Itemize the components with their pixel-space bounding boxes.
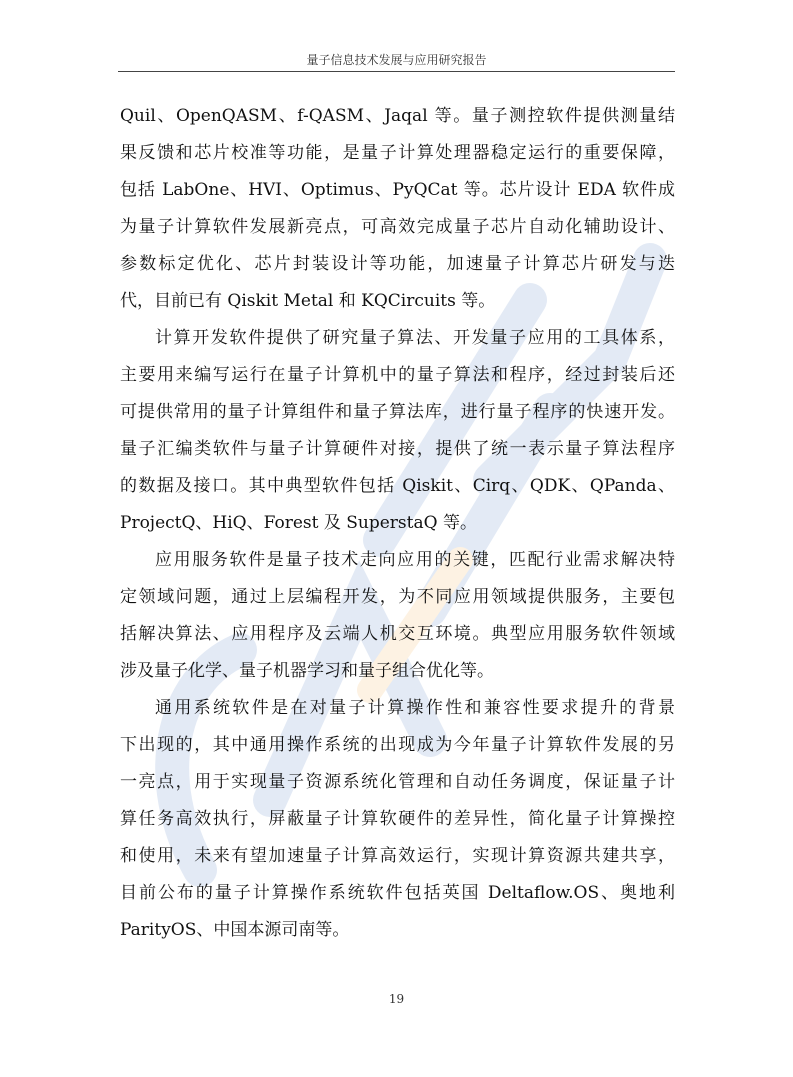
text-line: 涉及量子化学、量子机器学习和量子组合优化等。: [120, 661, 494, 681]
paragraph: [120, 542, 675, 690]
paragraph: [120, 98, 675, 320]
text-line: 和使用，未来有望加速量子计算高效运行，实现计算资源共建共享，: [120, 846, 675, 866]
text-line: ParityOS、中国本源司南等。: [120, 920, 350, 940]
text-line: 为量子计算软件发展新亮点，可高效完成量子芯片自动化辅助设计、: [120, 217, 675, 237]
header-title: 量子信息技术发展与应用研究报告: [306, 53, 487, 67]
text-line: 应用服务软件是量子技术走向应用的关键，匹配行业需求解决特: [155, 550, 675, 570]
text-line: 定领域问题，通过上层编程开发，为不同应用领域提供服务，主要包: [120, 587, 675, 607]
text-line: 果反馈和芯片校准等功能，是量子计算处理器稳定运行的重要保障，: [120, 143, 675, 163]
text-line: 一亮点，用于实现量子资源系统化管理和自动任务调度，保证量子计: [120, 772, 675, 792]
text-line: 可提供常用的量子计算组件和量子算法库，进行量子程序的快速开发。: [120, 402, 675, 422]
text-line: 目前公布的量子计算操作系统软件包括英国 Deltaflow.OS、奥地利: [120, 883, 675, 903]
text-line: 算任务高效执行，屏蔽量子计算软硬件的差异性，简化量子计算操控: [120, 809, 675, 829]
text-line: 计算开发软件提供了研究量子算法、开发量子应用的工具体系，: [155, 328, 675, 348]
text-line: 主要用来编写运行在量子计算机中的量子算法和程序，经过封装后还: [120, 365, 675, 385]
text-line: 括解决算法、应用程序及云端人机交互环境。典型应用服务软件领域: [120, 624, 675, 644]
paragraph: [120, 690, 675, 949]
header-rule: [118, 71, 675, 72]
text-line: 包括 LabOne、HVI、Optimus、PyQCat 等。芯片设计 EDA 软件成: [120, 180, 675, 200]
text-line: 参数标定优化、芯片封装设计等功能，加速量子计算芯片研发与迭: [120, 254, 675, 274]
text-line: 的数据及接口。其中典型软件包括 Qiskit、Cirq、QDK、QPanda、: [120, 476, 675, 496]
text-line: 下出现的，其中通用操作系统的出现成为今年量子计算软件发展的另: [120, 735, 675, 755]
page-number: 19: [388, 992, 405, 1006]
text-line: Quil、OpenQASM、f-QASM、Jaqal 等。量子测控软件提供测量结: [120, 106, 675, 126]
text-line: 代，目前已有 Qiskit Metal 和 KQCircuits 等。: [120, 291, 496, 311]
text-line: 量子汇编类软件与量子计算硬件对接，提供了统一表示量子算法程序: [120, 439, 675, 459]
text-line: 通用系统软件是在对量子计算操作性和兼容性要求提升的背景: [155, 698, 675, 718]
body-text: [120, 98, 675, 949]
paragraph: [120, 320, 675, 542]
text-line: ProjectQ、HiQ、Forest 及 SuperstaQ 等。: [120, 513, 477, 533]
